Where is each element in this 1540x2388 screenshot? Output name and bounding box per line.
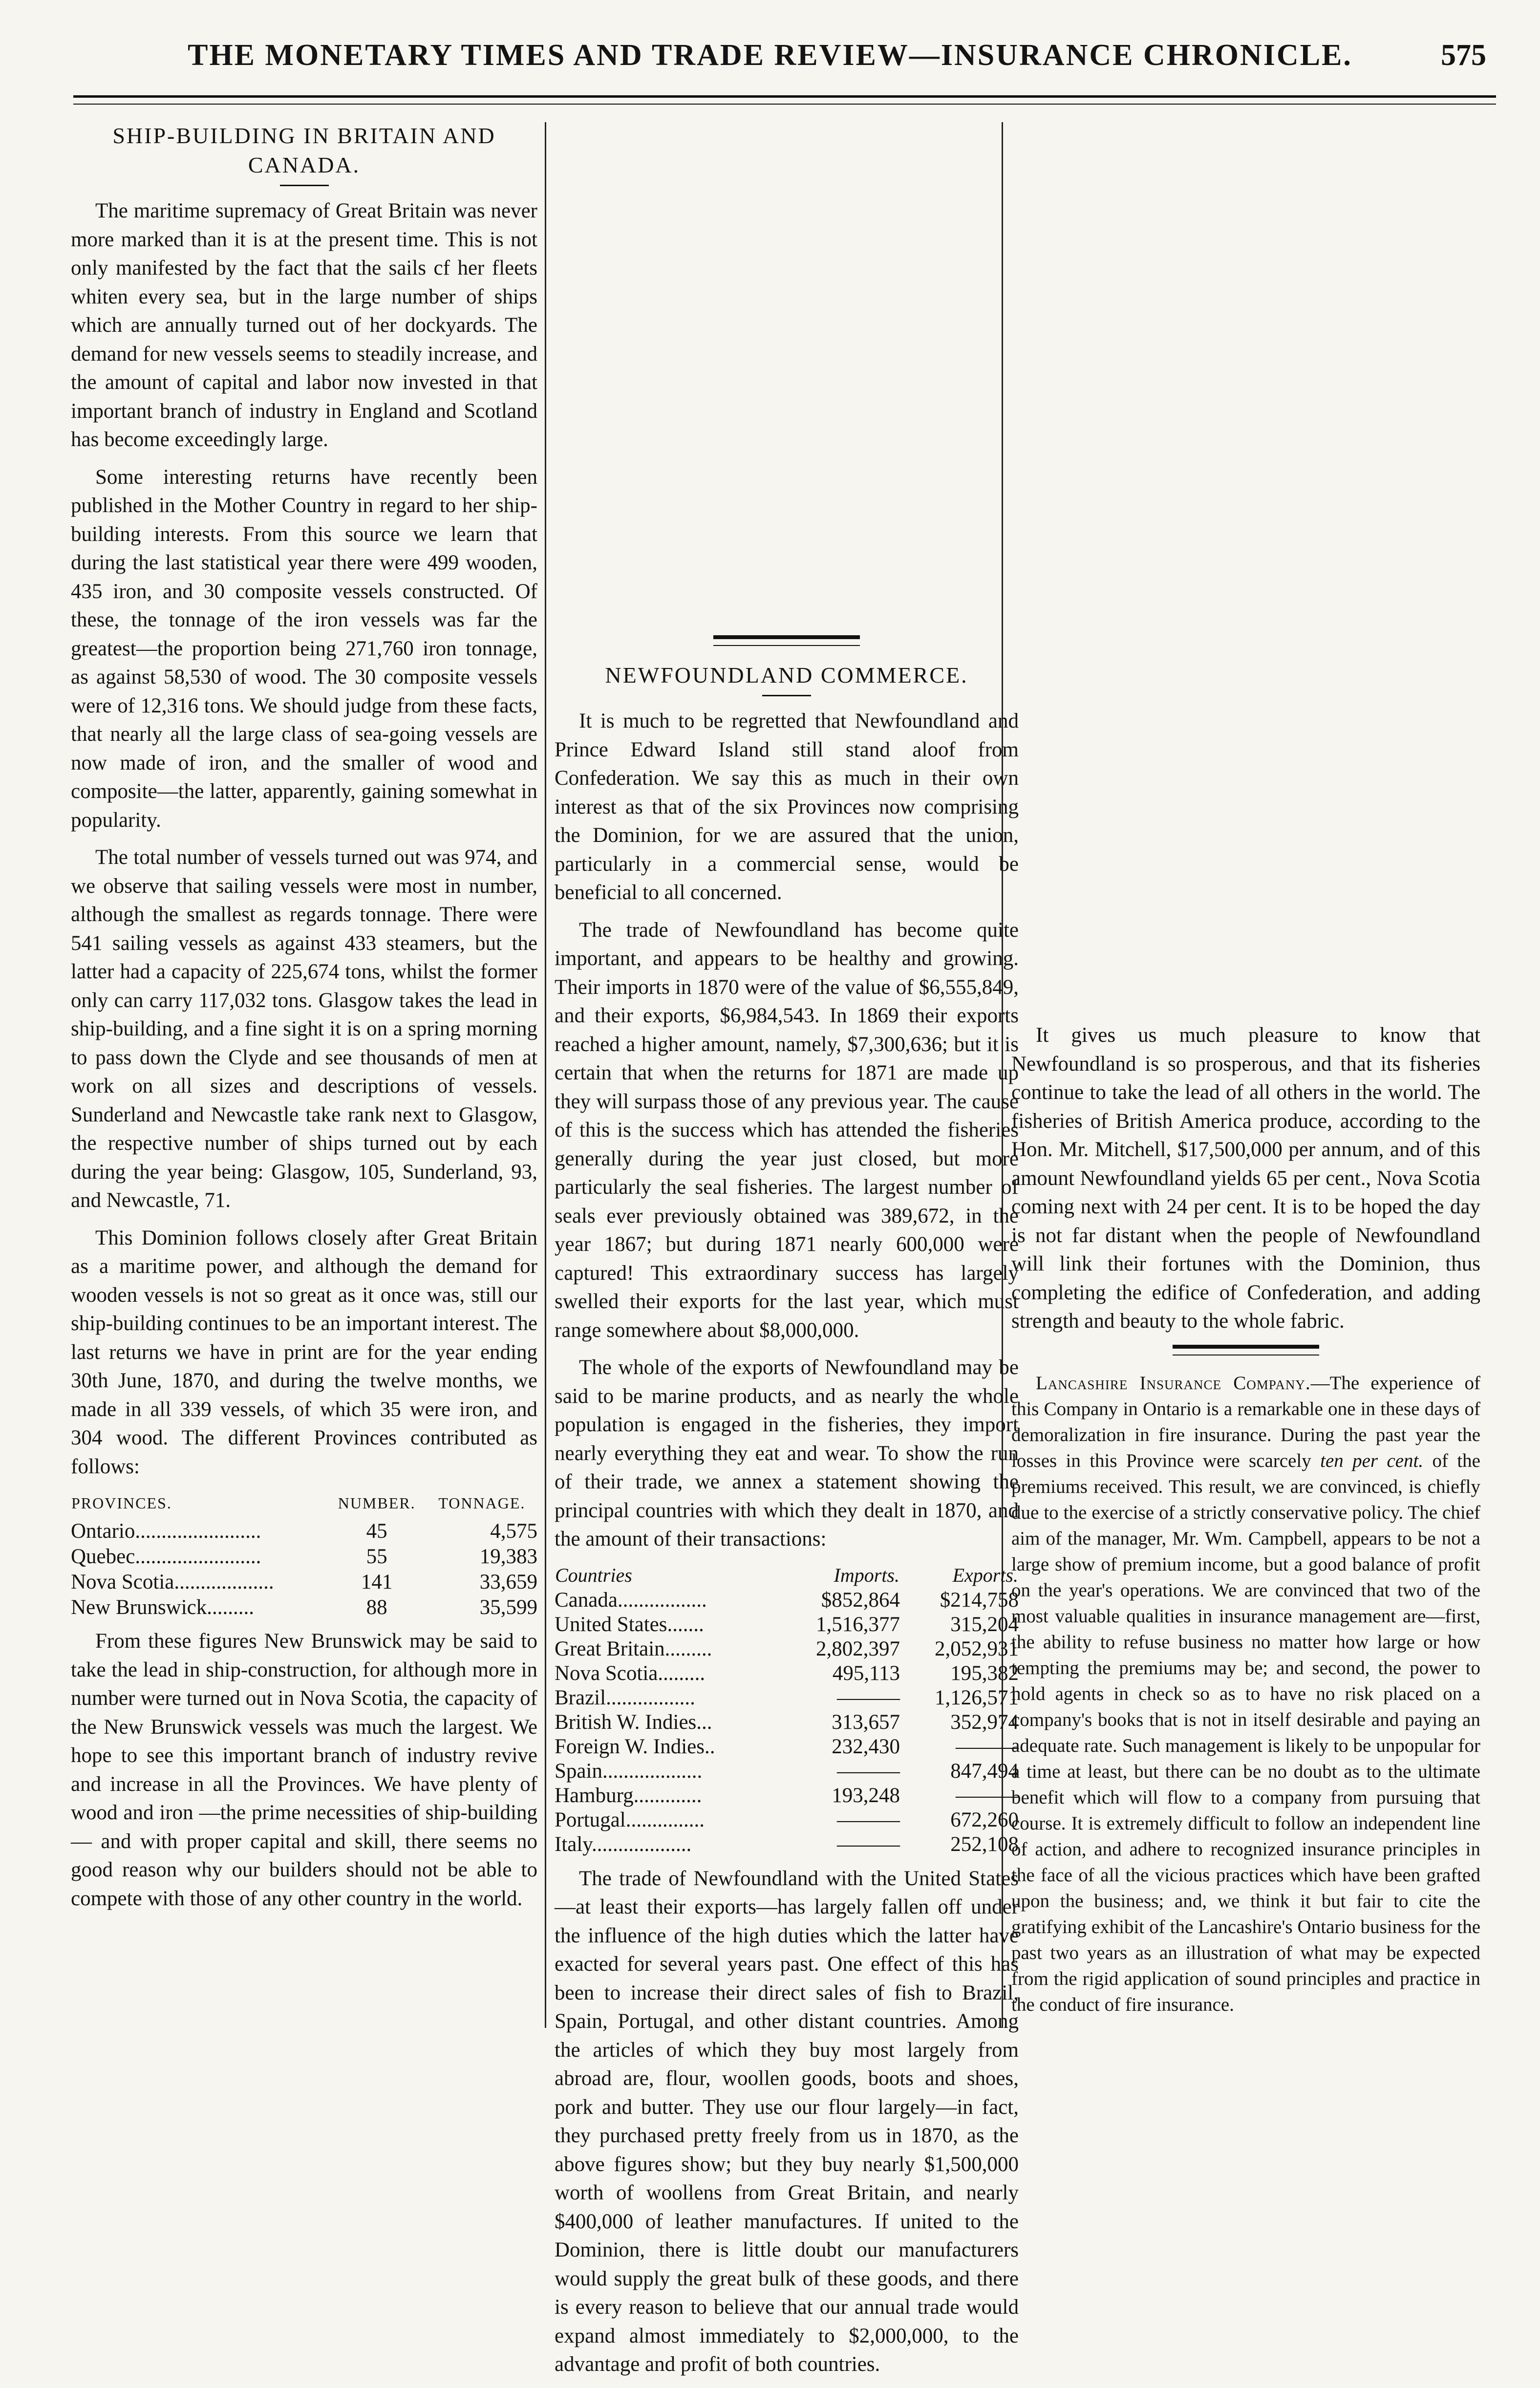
table-row: [555, 1613, 1019, 1637]
table-row: [555, 1661, 1019, 1686]
provinces-table: [71, 1490, 537, 1620]
paragraph: The whole of the exports of Newfoundland may be said to be marine products, and as nearly the whole population is engaged in the fisheries, they import nearly everything they eat and wear. To show the run of their trade, we annex a statement showing the principal countries with which they dealt in 1870, and the amount of their transactions:: [555, 1356, 1019, 1550]
table-header: PROVINCES.: [71, 1494, 172, 1512]
exports-value: 315,204: [950, 1613, 1019, 1636]
table-row: [555, 1637, 1019, 1661]
table-row: [71, 1519, 537, 1544]
table-row: [555, 1759, 1019, 1784]
article-heading-shipbuilding: SHIP-BUILDING IN BRITAIN AND CANADA.: [112, 123, 496, 177]
column-1: [71, 117, 537, 1922]
exports-value: ———: [956, 1784, 1019, 1807]
heading-rule: [280, 185, 329, 186]
table-header: TONNAGE.: [438, 1494, 526, 1512]
paragraph: This Dominion follows closely after Great Britain as a maritime power, and although the demand for wooden vessels is not so great as it once was, still our ship-building continues to be an important interest. The last returns we have in print are for the year ending 30th June, 1870, and during the twelve months, we made in all 339 vessels, of which 35 were iron, and 304 wood. The different Provinces contributed as follows:: [71, 1226, 537, 1478]
imports-value: ———: [837, 1759, 900, 1783]
province-name: Quebec........................: [71, 1545, 261, 1568]
country-name: Portugal...............: [555, 1808, 705, 1831]
vessel-number: 88: [366, 1596, 387, 1619]
table-header: Countries: [555, 1564, 632, 1586]
imports-value: $852,864: [821, 1588, 900, 1612]
page-header: [44, 38, 1496, 92]
country-name: Brazil.................: [555, 1686, 695, 1709]
column-3: [1011, 117, 1480, 2026]
exports-value: $214,758: [940, 1588, 1019, 1612]
country-name: Canada.................: [555, 1588, 707, 1612]
table-header: NUMBER.: [338, 1494, 416, 1512]
tonnage: 4,575: [490, 1520, 537, 1543]
heading-rule: [762, 695, 811, 696]
table-row: [555, 1686, 1019, 1710]
province-name: New Brunswick.........: [71, 1596, 255, 1619]
paragraph-lancashire: Lancashire Insurance Company.—The experience of this Company in Ontario is a remarkable one in these days of demoralization in fire insurance. During the past year the losses in this Province were scarcely ten per cent. of the premiums received. This result, we are convinced, is chiefly due to the exercise of a strictly conservative policy. The chief aim of the manager, Mr. Wm. Campbell, appears to be not a large show of premium income, but a good balance of profit on the year's operations. We are convinced that two of the most valuable qualities in insurance management are—first, the ability to refuse business no matter how large or how tempting the premiums may be; and second, the power to hold agents in check so as to have no risk placed on a company's books that is not in itself desirable and paying an adequate rate. Such management is likely to be unpopular for a time at least, but there can be no doubt as to the ultimate benefit which will flow to a company from pursuing that course. It is extremely difficult to follow an independent line of action, and adhere to recognized insurance principles in the face of all the vicious practices which have been grafted upon the business; and, we think it but fair to cite the gratifying exhibit of the Lancashire's Ontario business for the past two years as an illustration of what may be expected from the rigid application of sound principles and practice in the conduct of fire insurance.: [1011, 1372, 1480, 2015]
page-number: 575: [1441, 39, 1486, 72]
vessel-number: 141: [361, 1570, 393, 1593]
country-name: Foreign W. Indies..: [555, 1735, 715, 1758]
header-rule-thin: [73, 104, 1496, 105]
table-header: Exports.: [952, 1564, 1018, 1586]
imports-value: ———: [837, 1808, 900, 1831]
vessel-number: 45: [366, 1520, 387, 1543]
table-row: [71, 1595, 537, 1620]
section-rule: [1173, 1345, 1319, 1349]
exports-value: 252,108: [950, 1832, 1019, 1856]
imports-value: 232,430: [832, 1735, 900, 1758]
table-row: [555, 1784, 1019, 1808]
trade-table: [555, 1563, 1019, 1857]
paragraph: It gives us much pleasure to know that Newfoundland is so prosperous, and that its fisheries continue to take the lead of all others in the world. The fisheries of British America produce, according to the Hon. Mr. Mitchell, $17,500,000 per annum, and of this amount Newfoundland yields 65 per cent., Nova Scotia coming next with 24 per cent. It is to be hoped the day is not far distant when the people of Newfoundland will link their fortunes with the Dominion, thus completing the edifice of Confederation, and adding strength and beauty to the whole fabric.: [1011, 1024, 1480, 1333]
country-name: Spain...................: [555, 1759, 703, 1783]
exports-value: 1,126,571: [935, 1686, 1019, 1709]
paragraph: Some interesting returns have recently been published in the Mother Country in regard to her ship-building interests. From this source we learn that during the last statistical year there were 499 wooden, 435 iron, and 30 composite vessels constructed. Of these, the tonnage of the iron vessels was far the greatest—the proportion being 271,760 iron tonnage, as against 58,530 of wood. The 30 composite vessels were of 12,316 tons. We should judge from these facts, that nearly all the large class of sea-going vessels are now made of iron, and the smaller of wood and composite—the latter, apparently, gaining somewhat in popularity.: [71, 465, 537, 832]
province-name: Nova Scotia...................: [71, 1570, 274, 1593]
table-row: [71, 1570, 537, 1595]
table-row: [71, 1544, 537, 1570]
table-row: [555, 1735, 1019, 1759]
exports-value: 672,260: [950, 1808, 1019, 1831]
exports-value: 352,974: [950, 1710, 1019, 1734]
imports-value: ———: [837, 1686, 900, 1709]
vessel-number: 55: [366, 1545, 387, 1568]
imports-value: 495,113: [832, 1661, 900, 1685]
country-name: British W. Indies...: [555, 1710, 712, 1734]
exports-value: 195,382: [950, 1661, 1019, 1685]
imports-value: ———: [837, 1832, 900, 1856]
paragraph: The total number of vessels turned out was 974, and we observe that sailing vessels were most in number, although the smallest as regards tonnage. There were 541 sailing vessels as against 433 steamers, but the latter had a capacity of 225,674 tons, whilst the former only can carry 117,032 tons. Glasgow takes the lead in ship-building, and a fine sight it is on a spring morning to pass down the Clyde and see thousands of men at work on all sizes and descriptions of vessels. Sunderland and Newcastle take rank next to Glasgow, the respective number of ships turned out by each during the year being: Glasgow, 105, Sunderland, 93, and Newcastle, 71.: [71, 846, 537, 1212]
imports-value: 313,657: [832, 1710, 900, 1734]
country-name: Italy...................: [555, 1832, 692, 1856]
province-name: Ontario........................: [71, 1520, 261, 1543]
table-row: [555, 1832, 1019, 1857]
paragraph: The maritime supremacy of Great Britain was never more marked than it is at the present time. This is not only manifested by the fact that the sails cf her fleets whiten every sea, but in the large number of ships which are annually turned out of her dockyards. The demand for new vessels seems to steadily increase, and the amount of capital and labor now invested in that important branch of industry in England and Scotland has become exceedingly large.: [71, 199, 537, 451]
paragraph: From these figures New Brunswick may be said to take the lead in ship-construction, for although more in number were turned out in Nova Scotia, the capacity of the New Brunswick vessels was much the largest. We hope to see this important branch of industry revive and increase in all the Provinces. We have plenty of wood and iron —the prime necessities of ship-building— and with proper capital and skill, there seems no good reason why our builders should not be able to compete with those of any other country in the world.: [71, 1630, 537, 1910]
article-heading-newfoundland: NEWFOUNDLAND COMMERCE.: [605, 663, 968, 688]
column-2: [555, 117, 1019, 2388]
country-name: Nova Scotia.........: [555, 1661, 706, 1685]
country-name: Great Britain.........: [555, 1637, 712, 1660]
exports-value: 847,494: [950, 1759, 1019, 1783]
section-rule-thin: [713, 645, 860, 646]
tonnage: 35,599: [479, 1596, 537, 1619]
table-row: [555, 1588, 1019, 1613]
imports-value: 1,516,377: [816, 1613, 900, 1636]
masthead-title: THE MONETARY TIMES AND TRADE REVIEW—INSURANCE CHRONICLE.: [188, 39, 1352, 72]
header-rule: [73, 95, 1496, 98]
table-row: [555, 1710, 1019, 1735]
tonnage: 19,383: [479, 1545, 537, 1568]
country-name: United States.......: [555, 1613, 704, 1636]
paragraph: The trade of Newfoundland with the United States—at least their exports—has largely fallen off under the influence of the high duties which the latter have exacted for several years past. One effect of this has been to increase their direct sales of fish to Brazil, Spain, Portugal, and other distant countries. Among the articles of which they buy most largely from abroad are, flour, woollen goods, boots and shoes, pork and butter. They use our flour largely—in fact, they purchased pretty freely from us in 1870, as the above figures show; but they buy nearly $1,500,000 worth of woollens from Great Britain, and nearly $400,000 of leather manufactures. If united to the Dominion, there is little doubt our manufacturers would supply the great bulk of these goods, and there is every reason to believe that our annual trade would expand almost immediately to $2,000,000, to the advantage and profit of both countries.: [555, 1867, 1019, 2376]
table-row: [555, 1808, 1019, 1832]
imports-value: 2,802,397: [816, 1637, 900, 1660]
imports-value: 193,248: [832, 1784, 900, 1807]
paragraph: It is much to be regretted that Newfoundland and Prince Edward Island still stand aloof from Confederation. We say this as much in their own interest as that of the six Provinces now comprising the Dominion, for we are assured that the union, particularly in a commercial sense, would be beneficial to all concerned.: [555, 710, 1019, 904]
exports-value: 2,052,931: [935, 1637, 1019, 1660]
exports-value: ———: [956, 1735, 1019, 1758]
continued-text-area: [1011, 117, 1480, 1021]
table-header: Imports.: [834, 1564, 899, 1586]
column-divider: [545, 122, 546, 2028]
section-rule: [713, 635, 860, 639]
lead-in: Lancashire Insurance Company.: [1036, 1372, 1311, 1394]
country-name: Hamburg.............: [555, 1784, 702, 1807]
tonnage: 33,659: [479, 1570, 537, 1593]
paragraph: The trade of Newfoundland has become quite important, and appears to be healthy and growing. Their imports in 1870 were of the value of $6,555,849, and their exports, $6,984,543. In 1869 their exports reached a higher amount, namely, $7,300,636; but it is certain that when the returns for 1871 are made up they will surpass those of any previous year. The cause of this is the success which has attended the fisheries generally during the year just closed, but more particularly the seal fisheries. The largest number of seals ever previously obtained was 389,672, in the year 1867; but during 1871 nearly 600,000 were captured! This extraordinary success has largely swelled their exports for the last year, which must range somewhere about $8,000,000.: [555, 918, 1019, 1342]
